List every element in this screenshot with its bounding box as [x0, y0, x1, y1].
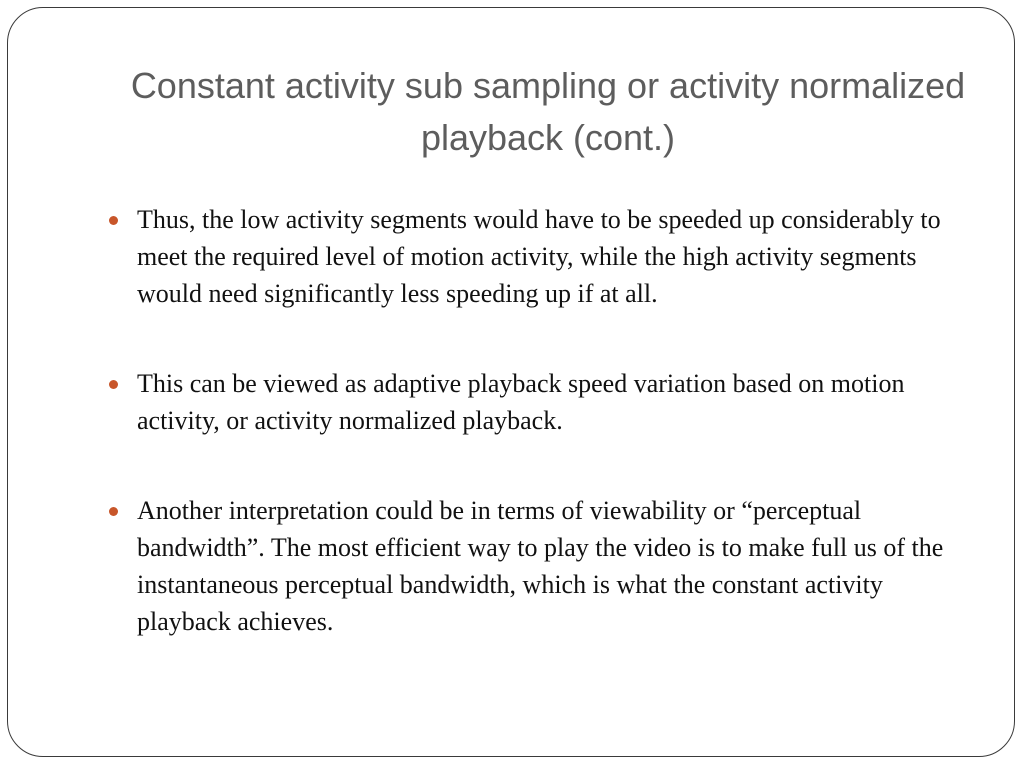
bullet-text: Thus, the low activity segments would have to be speeded up considerably to meet the required level of motion activity, while the high activity segments would need significantly less speeding up if at all. [137, 205, 941, 308]
slide-frame [7, 7, 1015, 757]
bullet-dot-icon [109, 507, 118, 516]
bullet-item [106, 492, 966, 640]
bullet-dot-icon [109, 380, 118, 389]
bullet-text: This can be viewed as adaptive playback speed variation based on motion activity, or activity normalized playback. [137, 369, 905, 435]
bullet-item [106, 201, 966, 312]
slide-title: Constant activity sub sampling or activity normalized playback (cont.) [130, 65, 966, 158]
bullet-text: Another interpretation could be in terms of viewability or “perceptual bandwidth”. The most efficient way to play the video is to make full us of the instantaneous perceptual bandwidth, which is what the constant activity playback achieves. [137, 496, 944, 636]
bullet-dot-icon [109, 216, 118, 225]
bullet-list [106, 201, 966, 640]
bullet-item [106, 365, 966, 439]
